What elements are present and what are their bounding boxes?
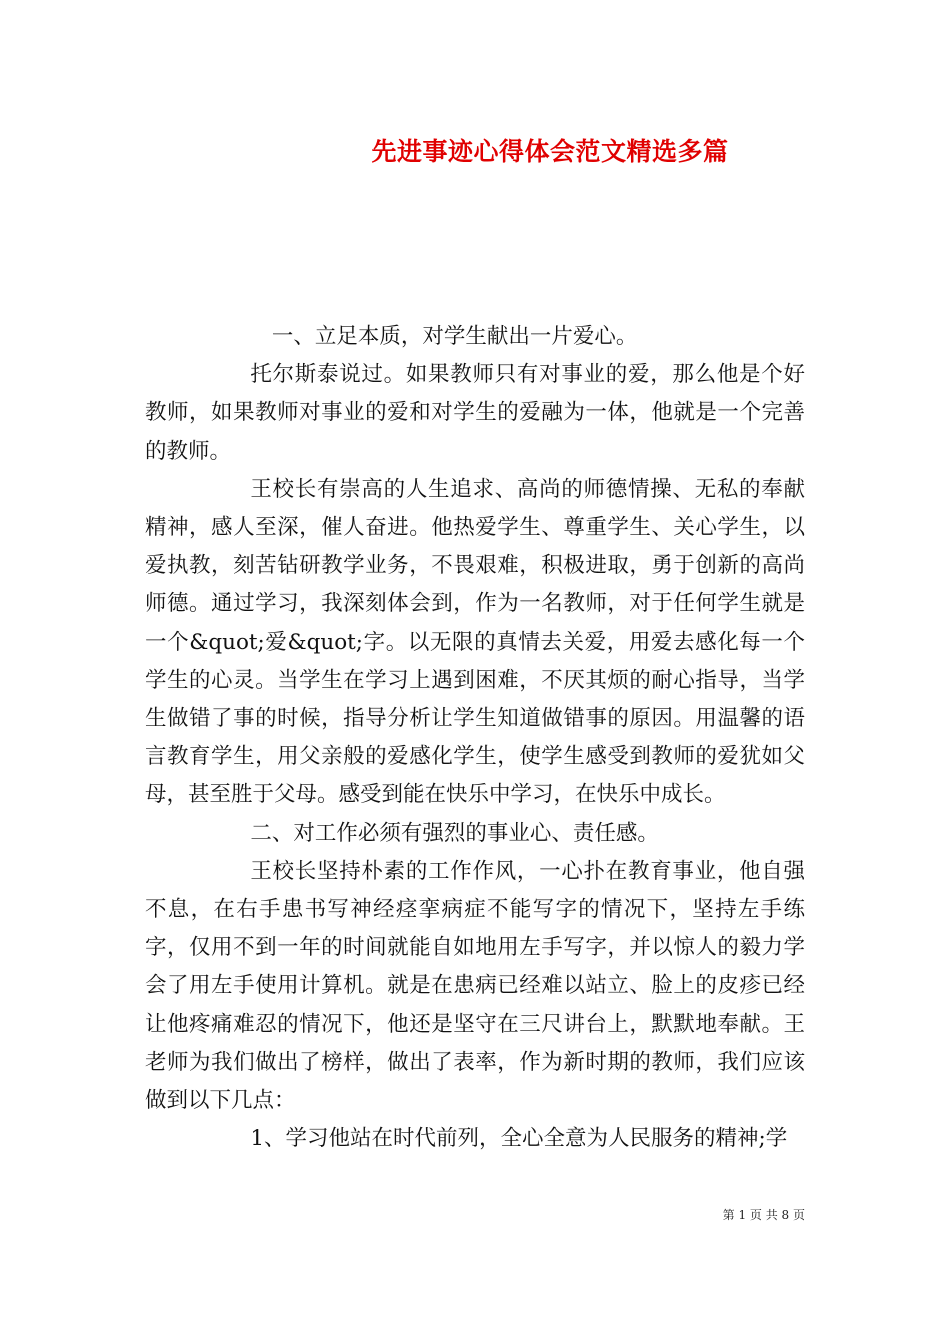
document-title: 先进事迹心得体会范文精选多篇 [371, 137, 729, 166]
paragraph-principal-work: 王校长坚持朴素的工作作风，一心扑在教育事业，他自强不息，在右手患书写神经痉挛病症不能写字的情况下，坚持左手练字，仅用不到一年的时间就能自如地用左手写字，并以惊人的毅力学会了用左手使用计算机。就是在患病已经难以站立、脸上的皮疹已经让他疼痛难忍的情况下，他还是坚守在三尺讲台上，默默地奉献。王老师为我们做出了榜样，做出了表率，作为新时期的教师，我们应该做到以下几点： [145, 858, 805, 1114]
paragraph-tolstoy: 托尔斯泰说过。如果教师只有对事业的爱，那么他是个好教师，如果教师对事业的爱和对学生的爱融为一体，他就是一个完善的教师。 [145, 362, 805, 464]
document-body [145, 318, 805, 1158]
list-item-1: 1、学习他站在时代前列，全心全意为人民服务的精神;学 [250, 1126, 788, 1152]
section-heading-2: 二、对工作必须有强烈的事业心、责任感。 [250, 820, 659, 846]
section-heading-1: 一、立足本质，对学生献出一片爱心。 [271, 324, 638, 349]
paragraph-principal-virtue: 王校长有崇高的人生追求、高尚的师德情操、无私的奉献精神，感人至深，催人奋进。他热爱学生、尊重学生、关心学生，以爱执教，刻苦钻研教学业务，不畏艰难，积极进取，勇于创新的高尚师德。通过学习，我深刻体会到，作为一名教师，对于任何学生就是一个&quot;爱&quot;字。以无限的真情去关爱，用爱去感化每一个学生的心灵。当学生在学习上遇到困难，不厌其烦的耐心指导，当学生做错了事的时候，指导分析让学生知道做错事的原因。用温馨的语言教育学生，用父亲般的爱感化学生，使学生感受到教师的爱犹如父母，甚至胜于父母。感受到能在快乐中学习，在快乐中成长。 [145, 476, 805, 808]
page-number: 第 1 页 共 8 页 [722, 1208, 805, 1222]
